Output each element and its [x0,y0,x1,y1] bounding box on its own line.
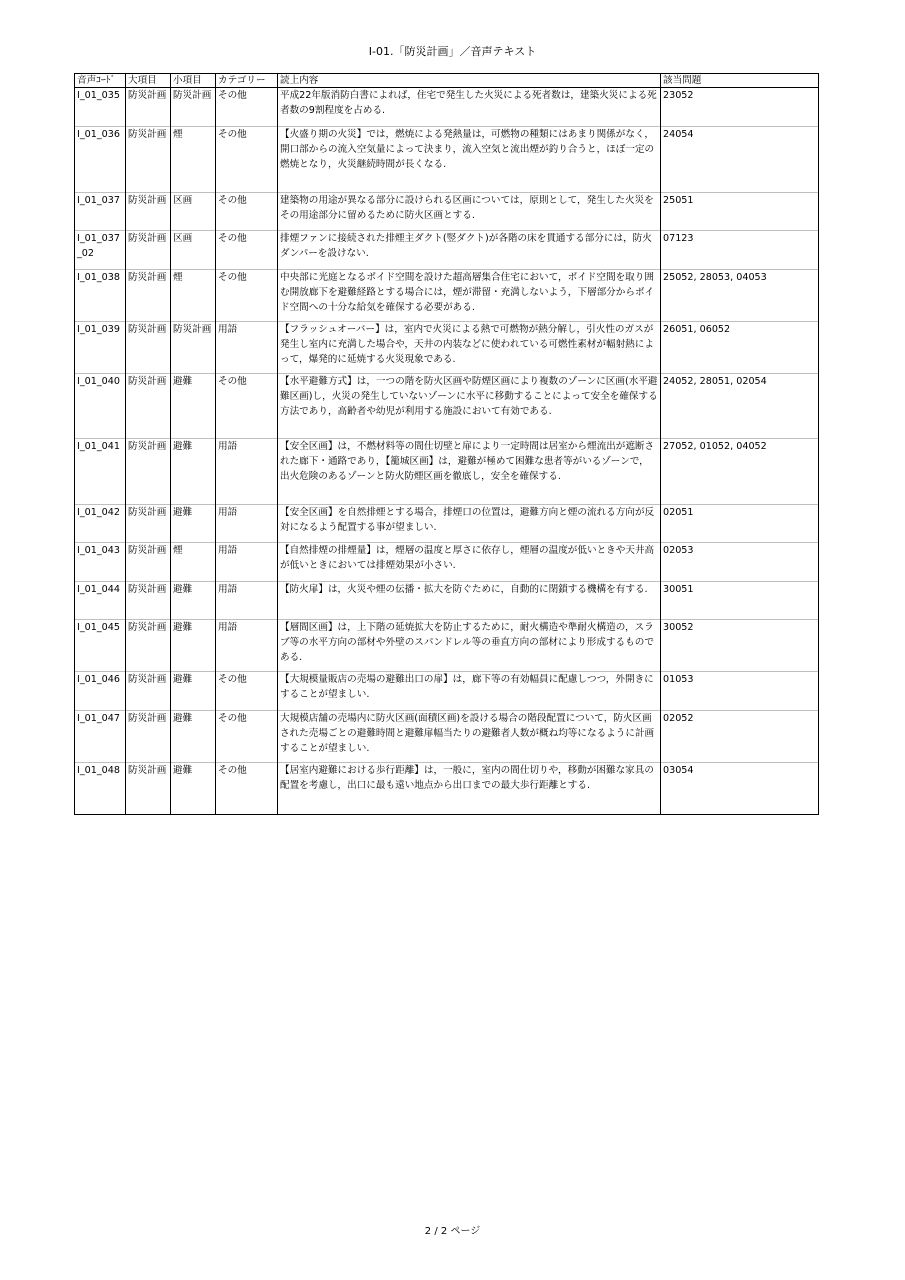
cell-minor: 区画 [171,193,216,231]
cell-minor: 避難 [171,711,216,763]
cell-questions: 26051, 06052 [661,322,819,374]
table-row [75,193,819,231]
cell-category: その他 [216,231,278,270]
cell-questions: 02052 [661,711,819,763]
cell-text: 平成22年版消防白書によれば，住宅で発生した火災による死者数は，建築火災による死者数の9割程度を占める. [278,88,661,127]
cell-category: 用語 [216,322,278,374]
cell-questions: 07123 [661,231,819,270]
table-row [75,543,819,582]
cell-major: 防災計画 [126,374,171,439]
cell-major: 防災計画 [126,543,171,582]
table-row [75,127,819,193]
cell-major: 防災計画 [126,672,171,711]
cell-text: 建築物の用途が異なる部分に設けられる区画については，原則として，発生した火災をその用途部分に留めるために防火区画とする. [278,193,661,231]
table-row [75,620,819,672]
col-header-text: 読上内容 [278,74,661,88]
table-row [75,439,819,505]
cell-minor: 避難 [171,672,216,711]
cell-questions: 25052, 28053, 04053 [661,270,819,322]
col-header-major: 大項目 [126,74,171,88]
cell-text: 【防火扉】は，火災や煙の伝播・拡大を防ぐために，自動的に閉鎖する機構を有する. [278,582,661,620]
page-number: 2 / 2 ページ [424,1226,481,1237]
cell-major: 防災計画 [126,439,171,505]
table-row [75,270,819,322]
cell-code: I_01_035 [75,88,126,127]
cell-major: 防災計画 [126,322,171,374]
cell-major: 防災計画 [126,620,171,672]
cell-category: その他 [216,672,278,711]
cell-category: 用語 [216,439,278,505]
cell-questions: 01053 [661,672,819,711]
cell-text: 中央部に光庭となるボイド空間を設けた超高層集合住宅において，ボイド空間を取り囲む開放廊下を避難経路とする場合には，煙が滞留・充満しないよう，下層部分からボイド空間への十分な給気を確保する必要がある. [278,270,661,322]
cell-code: I_01_048 [75,763,126,815]
cell-text: 【フラッシュオーバー】は，室内で火災による熱で可燃物が熱分解し，引火性のガスが発生し室内に充満した場合や，天井の内装などに使われている可燃性素材が輻射熱によって，爆発的に延焼する火災現象である. [278,322,661,374]
cell-major: 防災計画 [126,231,171,270]
cell-minor: 区画 [171,231,216,270]
cell-code: I_01_041 [75,439,126,505]
cell-category: 用語 [216,582,278,620]
cell-code: I_01_037_02 [75,231,126,270]
table-row [75,505,819,543]
cell-minor: 防災計画 [171,322,216,374]
cell-category: その他 [216,374,278,439]
cell-code: I_01_047 [75,711,126,763]
cell-major: 防災計画 [126,711,171,763]
cell-minor: 避難 [171,763,216,815]
cell-major: 防災計画 [126,763,171,815]
cell-questions: 02053 [661,543,819,582]
cell-minor: 避難 [171,439,216,505]
table-header-row [75,74,819,88]
col-header-category: カテゴリー [216,74,278,88]
cell-minor: 煙 [171,127,216,193]
cell-minor: 避難 [171,374,216,439]
cell-code: I_01_037 [75,193,126,231]
cell-questions: 27052, 01052, 04052 [661,439,819,505]
cell-text: 【大規模量販店の売場の避難出口の扉】は，廊下等の有効幅員に配慮しつつ，外開きにすることが望ましい. [278,672,661,711]
cell-code: I_01_044 [75,582,126,620]
cell-minor: 煙 [171,270,216,322]
table-row [75,88,819,127]
cell-minor: 避難 [171,505,216,543]
cell-text: 【居室内避難における歩行距離】は，一般に，室内の間仕切りや，移動が困難な家具の配置を考慮し，出口に最も遠い地点から出口までの最大歩行距離とする. [278,763,661,815]
table-row [75,322,819,374]
cell-major: 防災計画 [126,193,171,231]
table-row [75,672,819,711]
cell-category: 用語 [216,505,278,543]
cell-text: 【層間区画】は，上下階の延焼拡大を防止するために，耐火構造や準耐火構造の，スラブ等の水平方向の部材や外壁のスパンドレル等の垂直方向の部材により形成するものである. [278,620,661,672]
cell-code: I_01_038 [75,270,126,322]
cell-code: I_01_036 [75,127,126,193]
cell-minor: 煙 [171,543,216,582]
cell-questions: 23052 [661,88,819,127]
cell-questions: 25051 [661,193,819,231]
cell-questions: 02051 [661,505,819,543]
cell-category: その他 [216,193,278,231]
voice-text-table [74,73,819,815]
table-row [75,374,819,439]
col-header-questions: 該当問題 [661,74,819,88]
cell-text: 排煙ファンに接続された排煙主ダクト(竪ダクト)が各階の床を貫通する部分には，防火ダンパーを設けない. [278,231,661,270]
cell-text: 【水平避難方式】は，一つの階を防火区画や防煙区画により複数のゾーンに区画(水平避難区画)し，火災の発生していないゾーンに水平に移動することによって安全を確保する方法であり，高齢者や幼児が利用する施設において有効である. [278,374,661,439]
table-row [75,711,819,763]
cell-major: 防災計画 [126,88,171,127]
cell-minor: 防災計画 [171,88,216,127]
cell-code: I_01_040 [75,374,126,439]
col-header-code: 音声ｺｰﾄﾞ [75,74,126,88]
cell-code: I_01_046 [75,672,126,711]
cell-questions: 03054 [661,763,819,815]
cell-code: I_01_045 [75,620,126,672]
cell-code: I_01_043 [75,543,126,582]
cell-questions: 24052, 28051, 02054 [661,374,819,439]
cell-text: 【安全区画】を自然排煙とする場合，排煙口の位置は，避難方向と煙の流れる方向が反対になるよう配置する事が望ましい. [278,505,661,543]
cell-category: その他 [216,711,278,763]
cell-category: その他 [216,270,278,322]
cell-category: その他 [216,127,278,193]
cell-major: 防災計画 [126,582,171,620]
col-header-minor: 小項目 [171,74,216,88]
cell-code: I_01_039 [75,322,126,374]
cell-category: 用語 [216,543,278,582]
cell-major: 防災計画 [126,505,171,543]
cell-text: 【火盛り期の火災】では，燃焼による発熱量は，可燃物の種類にはあまり関係がなく，開口部からの流入空気量によって決まり，流入空気と流出煙が釣り合うと，ほぼ一定の燃焼となり，火災継続時間が長くなる. [278,127,661,193]
cell-major: 防災計画 [126,270,171,322]
cell-minor: 避難 [171,620,216,672]
cell-questions: 30051 [661,582,819,620]
cell-minor: 避難 [171,582,216,620]
cell-text: 大規模店舗の売場内に防火区画(面積区画)を設ける場合の階段配置について，防火区画された売場ごとの避難時間と避難扉幅当たりの避難者人数が概ね均等になるように計画することが望ましい. [278,711,661,763]
cell-major: 防災計画 [126,127,171,193]
cell-category: その他 [216,763,278,815]
cell-questions: 30052 [661,620,819,672]
cell-category: その他 [216,88,278,127]
table-row [75,582,819,620]
cell-code: I_01_042 [75,505,126,543]
page-title: I-01.「防災計画」／音声テキスト [368,45,537,58]
cell-category: 用語 [216,620,278,672]
table-row [75,231,819,270]
cell-questions: 24054 [661,127,819,193]
cell-text: 【自然排煙の排煙量】は，煙層の温度と厚さに依存し，煙層の温度が低いときや天井高が低いときにおいては排煙効果が小さい. [278,543,661,582]
cell-text: 【安全区画】は，不燃材料等の間仕切壁と扉により一定時間は居室から煙流出が遮断された廊下・通路であり，【籠城区画】は，避難が極めて困難な患者等がいるゾーンで，出火危険のあるゾーンと防火防煙区画を徹底し，安全を確保する. [278,439,661,505]
table-row [75,763,819,815]
